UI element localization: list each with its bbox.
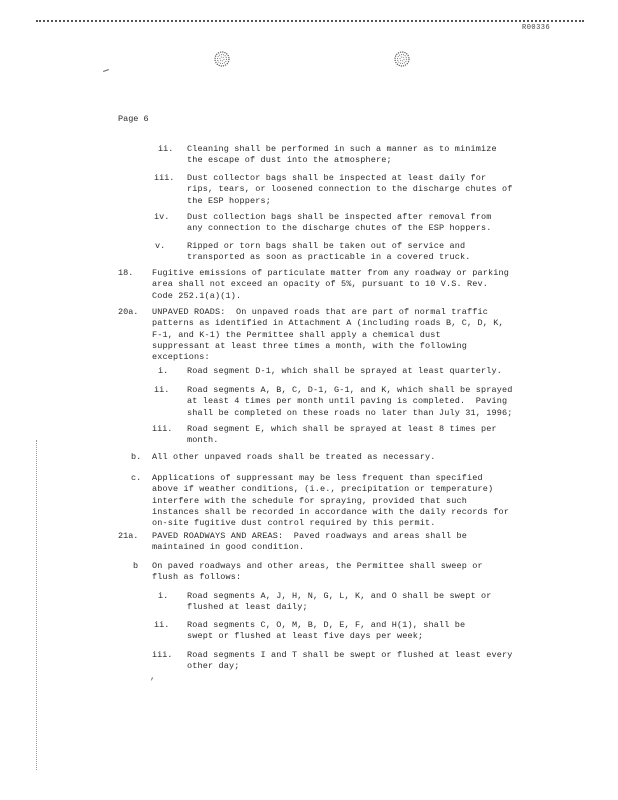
margin-scan-line [36, 440, 37, 770]
paragraph-text: Road segments C, O, M, B, D, E, F, and H(1), shall be swept or flushed at least five days per week; [187, 620, 466, 642]
paragraph-number: b. [131, 452, 142, 462]
paragraph-number: iii. [152, 424, 173, 434]
paragraph-text: Applications of suppressant may be less frequent than specified above if weather conditions, (i.e., precipitation or temperature) interfere with the schedule for spraying, provided that such instances shall be recorded in accordance with the daily records for on-site fugitive dust control required by this permit. [152, 473, 510, 529]
scan-artifact [103, 69, 109, 72]
paragraph-text: Cleaning shall be performed in such a manner as to minimize the escape of dust into the atmosphere; [187, 144, 497, 166]
paragraph-number: ii. [154, 620, 170, 630]
paragraph-text: Road segments A, B, C, D-1, G-1, and K, which shall be sprayed at least 4 times per month until paving is completed. Paving shall be completed on these roads no later than July 31, 1996; [187, 385, 513, 418]
top-scan-rule [36, 20, 584, 22]
paragraph-number: 18. [118, 268, 134, 278]
bates-number: R00336 [522, 24, 551, 32]
punch-hole-icon [213, 50, 231, 68]
page-label: Page 6 [118, 114, 149, 124]
paragraph-number: v. [155, 241, 166, 251]
paragraph-text: UNPAVED ROADS: On unpaved roads that are part of normal traffic patterns as identified in Attachment A (including roads B, C, D, K, F-1, and K-1) the Permittee shall apply a chemical dust suppressant at least three times a month, with the following exceptions: [152, 307, 504, 363]
paragraph-number: iv. [154, 212, 170, 222]
paragraph-text: Road segment E, which shall be sprayed at least 8 times per month. [187, 424, 497, 446]
paragraph-number: b [133, 561, 139, 571]
scan-speck: , [150, 672, 156, 682]
paragraph-number: ii. [158, 144, 174, 154]
paragraph-text: Dust collection bags shall be inspected after removal from any connection to the discharge chutes of the ESP hoppers. [187, 212, 492, 234]
paragraph-text: Ripped or torn bags shall be taken out of service and transported as soon as practicable in a covered truck. [187, 241, 471, 263]
paragraph-number: 20a. [118, 307, 139, 317]
paragraph-number: iii. [152, 650, 173, 660]
paragraph-text: Road segment D-1, which shall be sprayed at least quarterly. [187, 366, 503, 376]
paragraph-number: c. [131, 473, 142, 483]
paragraph-number: i. [158, 591, 169, 601]
paragraph-number: iii. [154, 173, 175, 183]
paragraph-number: 21a. [118, 531, 139, 541]
paragraph-text: Dust collector bags shall be inspected at least daily for rips, tears, or loosened connection to the discharge chutes of the ESP hoppers; [187, 173, 513, 206]
paragraph-text: All other unpaved roads shall be treated as necessary. [152, 452, 436, 462]
paragraph-text: Road segments I and T shall be swept or flushed at least every other day; [187, 650, 513, 672]
paragraph-number: ii. [154, 385, 170, 395]
paragraph-text: Fugitive emissions of particulate matter from any roadway or parking area shall not exceed an opacity of 5%, pursuant to 10 V.S. Rev. Code 252.1(a)(1). [152, 268, 510, 301]
paragraph-text: PAVED ROADWAYS AND AREAS: Paved roadways and areas shall be maintained in good condition. [152, 531, 468, 553]
paragraph-text: On paved roadways and other areas, the Permittee shall sweep or flush as follows: [152, 561, 483, 583]
paragraph-number: i. [158, 366, 169, 376]
punch-hole-icon [393, 50, 411, 68]
paragraph-text: Road segments A, J, H, N, G, L, K, and O shall be swept or flushed at least daily; [187, 591, 492, 613]
